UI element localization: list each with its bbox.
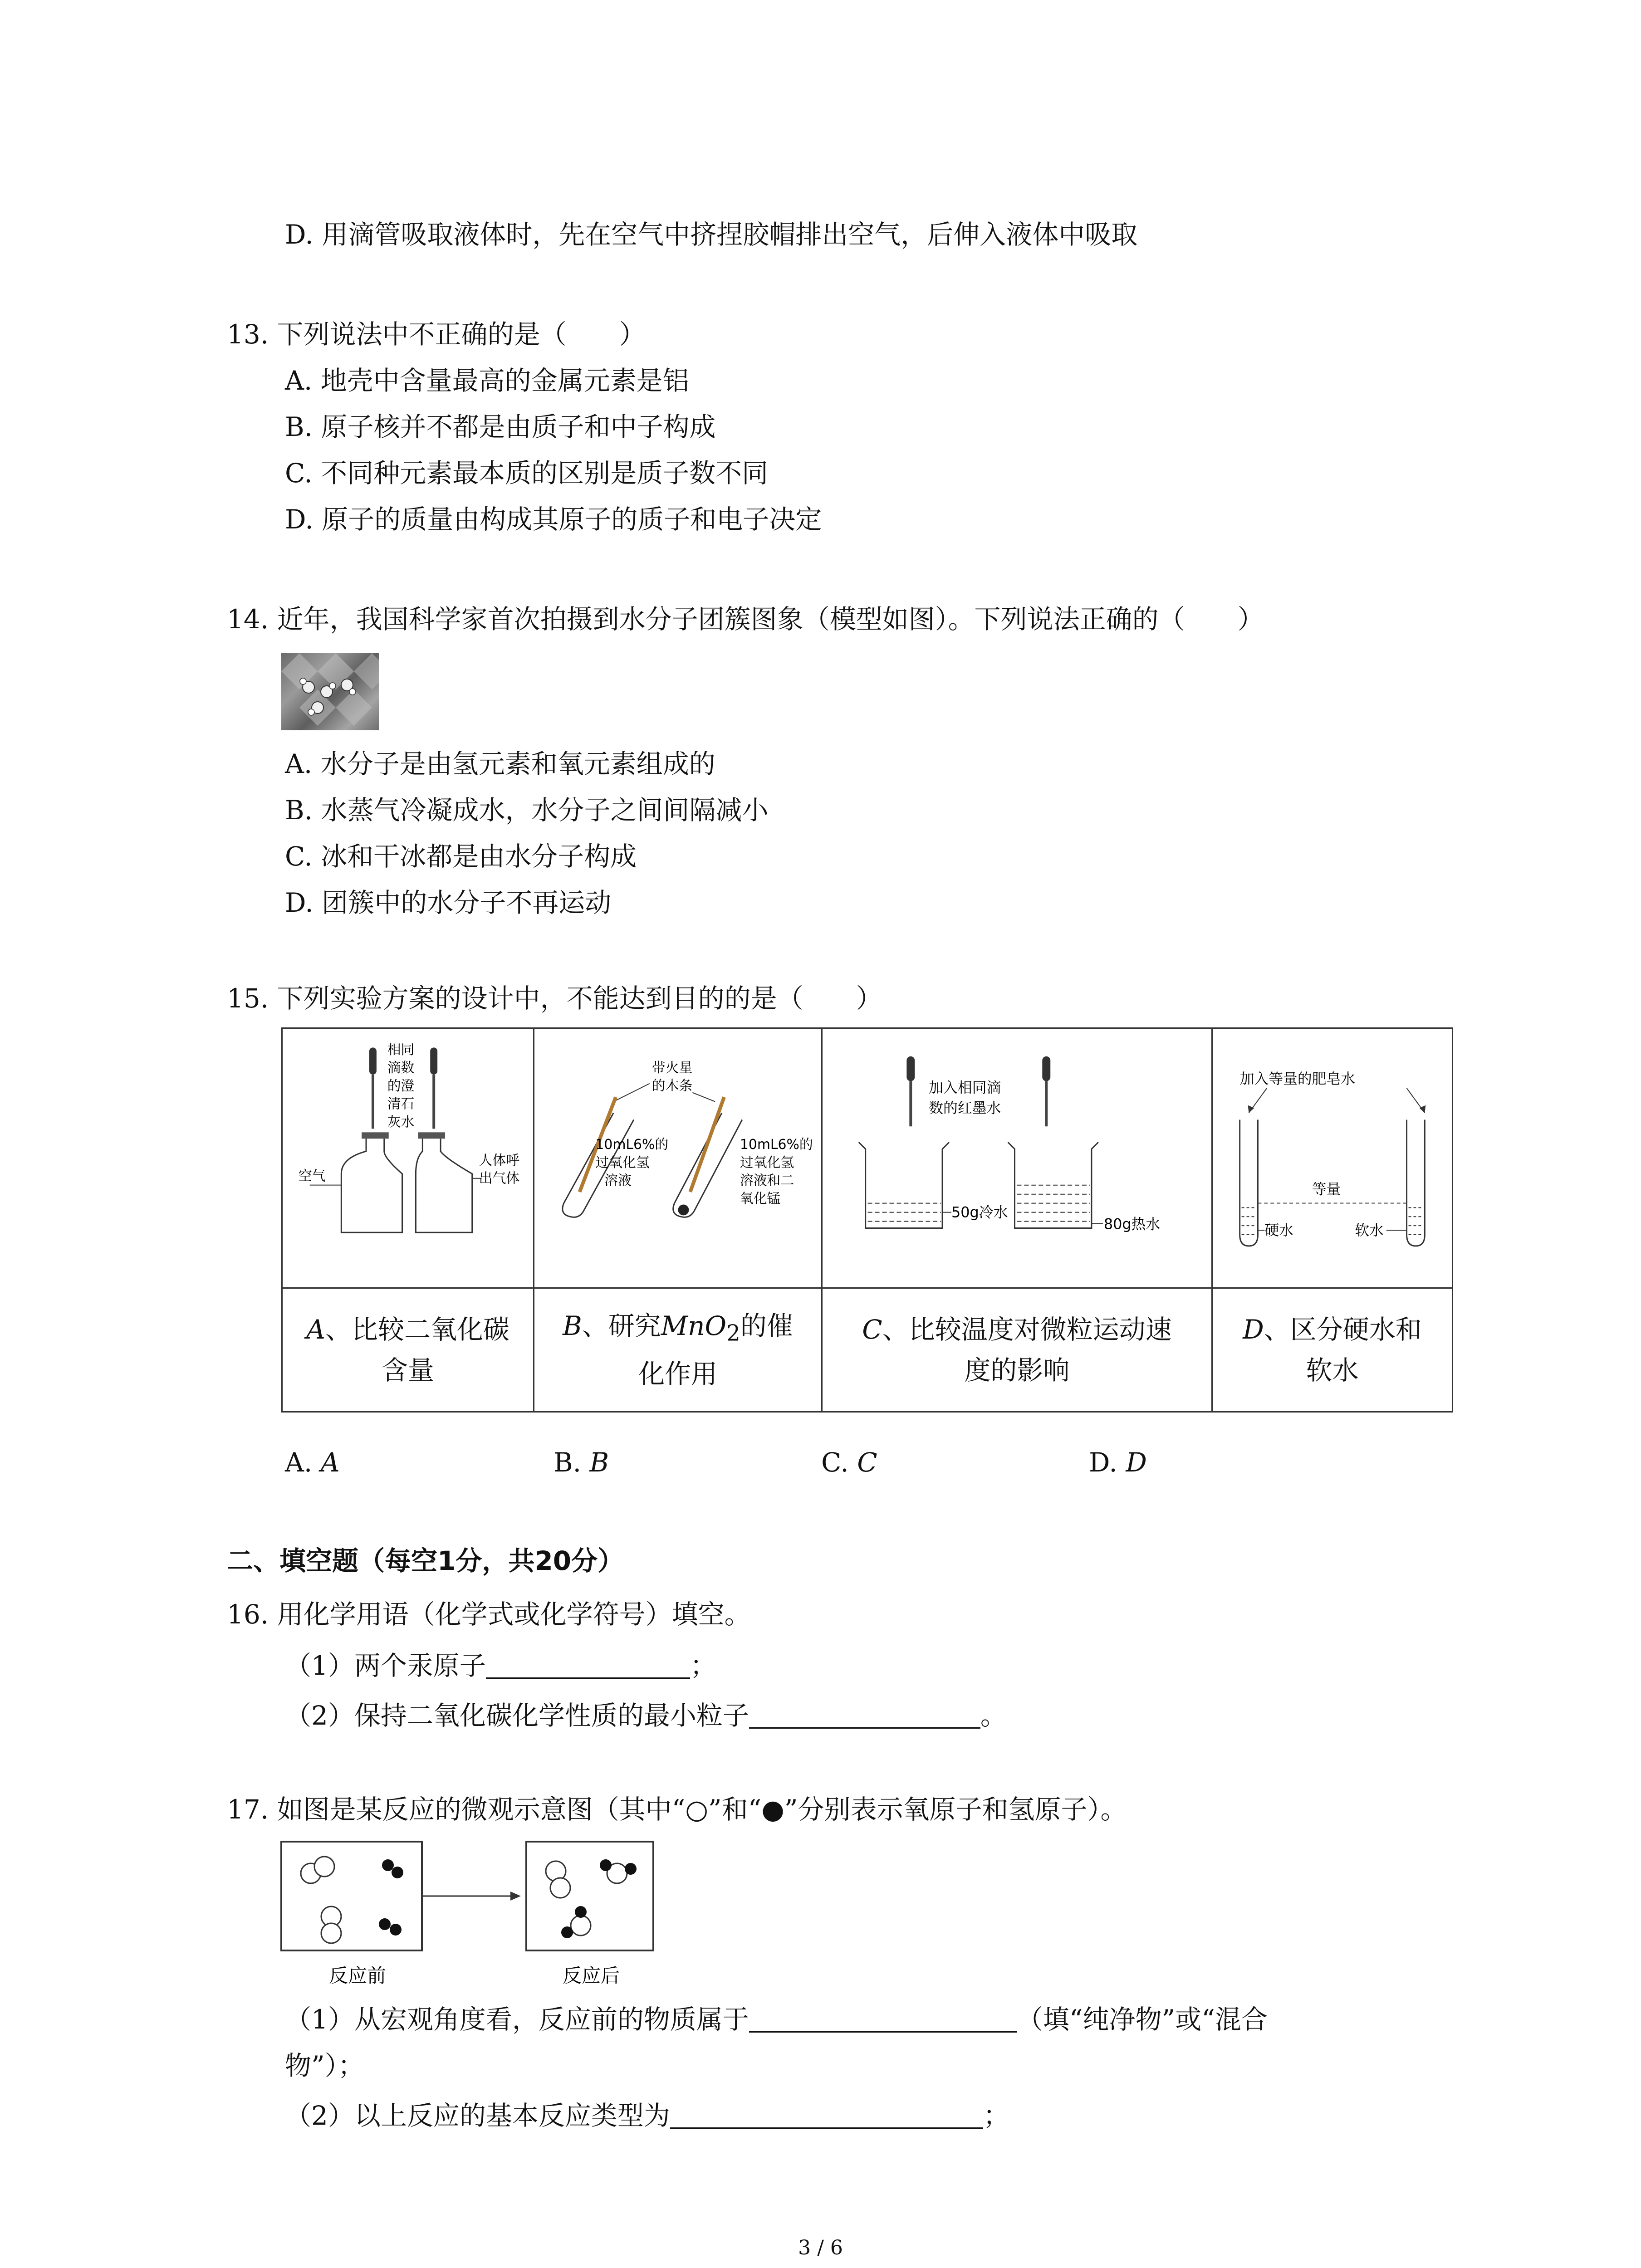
caption-b: B、研究MnO$_2$的催 化作用 bbox=[534, 1288, 822, 1412]
fig-a-dropper-label-2: 滴数 bbox=[387, 1060, 415, 1076]
q17-blank-2[interactable] bbox=[670, 2101, 983, 2129]
q17-stem: 17. 如图是某反应的微观示意图（其中“○”和“●”分别表示氧原子和氢原子）。 bbox=[227, 1794, 1127, 1825]
figure-d-test-tubes bbox=[1212, 1028, 1453, 1288]
caption-c: C、比较温度对微粒运动速 度的影响 bbox=[822, 1288, 1212, 1412]
fig-d-top-label: 加入等量的肥皂水 bbox=[1239, 1070, 1356, 1087]
figure-a-co2-bottles bbox=[282, 1028, 534, 1288]
fig-d-soft-label: 软水 bbox=[1355, 1222, 1384, 1239]
q15-answer-c: C. C bbox=[821, 1447, 877, 1478]
q14-stem: 14. 近年，我国科学家首次拍摄到水分子团簇图象（模型如图）。下列说法正确的（ ） bbox=[227, 604, 1264, 635]
fig-a-dropper-label-4: 清石 bbox=[387, 1096, 415, 1112]
q16-stem: 16. 用化学用语（化学式或化学符号）填空。 bbox=[227, 1599, 751, 1630]
reaction-micro-diagram bbox=[272, 1837, 681, 2000]
fig-b-splint-label-2: 的木条 bbox=[652, 1078, 693, 1094]
q16-blank-2[interactable] bbox=[749, 1701, 980, 1729]
fig-b-tube2-label-2: 过氧化氢 bbox=[740, 1154, 794, 1171]
fig-b-tube1-label-1: 10mL6%的 bbox=[595, 1137, 669, 1153]
fig-a-dropper-label-3: 的澄 bbox=[387, 1078, 415, 1094]
q15-stem: 15. 下列实验方案的设计中，不能达到目的的是（ ） bbox=[227, 983, 882, 1014]
fig-b-splint-label-1: 带火星 bbox=[652, 1060, 693, 1076]
q12-option-d: D. 用滴管吸取液体时，先在空气中挤捏胶帽排出空气，后伸入液体中吸取 bbox=[285, 219, 1138, 250]
water-cluster-image bbox=[281, 653, 379, 730]
fig-b-tube1-label-2: 过氧化氢 bbox=[595, 1154, 650, 1171]
q13-option-b: B. 原子核并不都是由质子和中子构成 bbox=[285, 411, 716, 442]
page-number: 3 / 6 bbox=[798, 2236, 843, 2259]
fig-a-dropper-label-1: 相同 bbox=[387, 1042, 415, 1058]
q17-blank-1[interactable] bbox=[749, 2005, 1017, 2033]
q13-option-c: C. 不同种元素最本质的区别是质子数不同 bbox=[285, 458, 769, 489]
caption-d: D、区分硬水和 软水 bbox=[1212, 1288, 1453, 1412]
fig-b-tube1-label-3: 溶液 bbox=[604, 1173, 632, 1189]
q17-part-1: （1）从宏观角度看，反应前的物质属于 （填“纯净物”或“混合 bbox=[285, 2004, 1268, 2035]
figure-b-mno2-tubes bbox=[534, 1028, 822, 1288]
fig-c-label-1: 加入相同滴 bbox=[929, 1079, 1001, 1096]
before-label: 反应前 bbox=[329, 1965, 387, 1987]
q16-blank-1[interactable] bbox=[486, 1651, 690, 1679]
fig-a-left-bottle-label: 空气 bbox=[298, 1168, 326, 1184]
q13-option-a: A. 地壳中含量最高的金属元素是铝 bbox=[285, 365, 689, 396]
q15-answer-b: B. B bbox=[554, 1447, 609, 1478]
fig-c-cold-label: 50g冷水 bbox=[951, 1203, 1008, 1221]
fig-c-label-2: 数的红墨水 bbox=[929, 1099, 1001, 1117]
fig-a-right-bottle-label-2: 出气体 bbox=[479, 1170, 520, 1187]
fig-d-hard-label: 硬水 bbox=[1264, 1222, 1293, 1239]
q17-part-2: （2）以上反应的基本反应类型为 ； bbox=[285, 2100, 1009, 2131]
caption-a: A、比较二氧化碳 含量 bbox=[282, 1288, 534, 1412]
q16-part-2: （2）保持二氧化碳化学性质的最小粒子 。 bbox=[285, 1700, 1007, 1731]
fig-c-hot-label: 80g热水 bbox=[1103, 1215, 1161, 1233]
section-2-title: 二、填空题（每空1分，共20分） bbox=[227, 1545, 624, 1576]
q13-option-d: D. 原子的质量由构成其原子的质子和电子决定 bbox=[285, 504, 822, 535]
figure-c-beakers bbox=[822, 1028, 1212, 1288]
q14-option-b: B. 水蒸气冷凝成水，水分子之间间隔减小 bbox=[285, 795, 769, 826]
fig-b-tube2-label-3: 溶液和二 bbox=[740, 1173, 794, 1189]
q14-option-a: A. 水分子是由氢元素和氧元素组成的 bbox=[285, 748, 715, 779]
q15-answer-d: D. D bbox=[1089, 1447, 1147, 1478]
q17-part-1-cont: 物”）； bbox=[285, 2050, 364, 2081]
q14-option-d: D. 团簇中的水分子不再运动 bbox=[285, 887, 612, 918]
fig-a-dropper-label-5: 灰水 bbox=[387, 1114, 415, 1130]
q16-part-1: （1）两个汞原子 ； bbox=[285, 1650, 716, 1681]
fig-a-right-bottle-label-1: 人体呼 bbox=[479, 1152, 520, 1168]
after-label: 反应后 bbox=[563, 1965, 620, 1987]
fig-b-tube2-label-4: 氧化锰 bbox=[740, 1191, 781, 1207]
q15-answer-a: A. A bbox=[285, 1447, 340, 1478]
q14-option-c: C. 冰和干冰都是由水分子构成 bbox=[285, 841, 637, 872]
fig-b-tube2-label-1: 10mL6%的 bbox=[740, 1137, 813, 1153]
fig-d-equal-label: 等量 bbox=[1312, 1180, 1341, 1198]
q13-stem: 13. 下列说法中不正确的是（ ） bbox=[227, 319, 646, 350]
experiment-table bbox=[281, 1027, 1453, 1413]
